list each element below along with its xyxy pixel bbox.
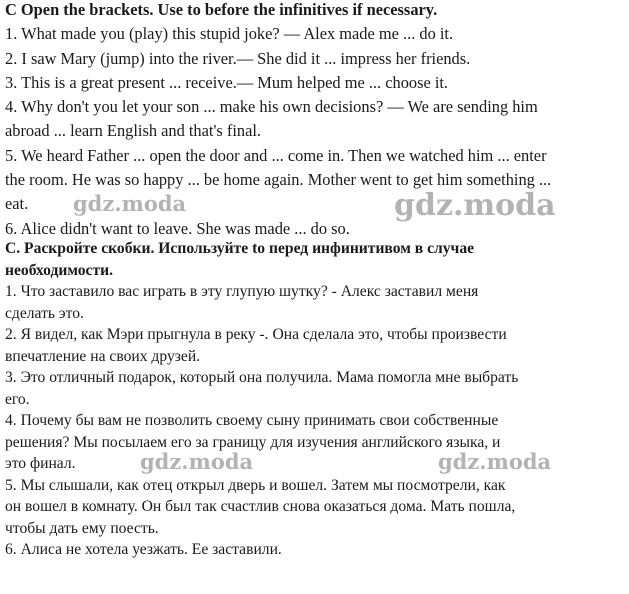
watermark: gdz.moda <box>73 191 187 216</box>
russian-line: он вошел в комнату. Он был так счастлив снова оказаться дома. Мать пошла, <box>5 498 516 515</box>
russian-translation <box>5 238 625 561</box>
russian-line: сделать это. <box>5 304 84 322</box>
russian-line: впечатление на своих друзей. <box>5 347 201 365</box>
watermark: gdz.moda <box>394 188 556 223</box>
english-line: 5. We heard Father ... open the door and ... come in. Then we watched him ... enter <box>5 145 547 165</box>
english-line: eat. <box>5 194 29 214</box>
english-line: 1. What made you (play) this stupid joke? — Alex made me ... do it. <box>5 24 454 44</box>
russian-line: это финал. <box>5 455 76 472</box>
watermark: gdz.moda <box>140 449 254 474</box>
russian-line: 4. Почему бы вам не позволить своему сыну принимать свои собственные <box>5 412 499 429</box>
english-line: 2. I saw Mary (jump) into the river.— She did it ... impress her friends. <box>5 48 471 68</box>
russian-heading: C. Раскройте скобки. Используйте to перед инфинитивом в случае <box>5 240 475 257</box>
russian-line: 1. Что заставило вас играть в эту глупую шутку? - Алекс заставил меня <box>5 283 479 300</box>
english-line: the room. He was so happy ... be home again. Mother went to get him something ... <box>5 170 552 190</box>
russian-line: 6. Алиса не хотела уезжать. Ее заставили. <box>5 541 282 558</box>
english-line: 3. This is a great present ... receive.— Mum helped me ... choose it. <box>5 72 449 92</box>
english-line: 4. Why don't you let your son ... make his own decisions? — We are sending him <box>5 97 538 117</box>
english-heading: C Open the brackets. Use to before the infinitives if necessary. <box>5 0 438 19</box>
russian-line: решения? Мы посылаем его за границу для изучения английского языка, и <box>5 433 501 451</box>
english-line: 6. Alice didn't want to leave. She was made ... do so. <box>5 218 350 238</box>
russian-line: 3. Это отличный подарок, который она получила. Мама помогла мне выбрать <box>5 369 519 386</box>
russian-line: 2. Я видел, как Мэри прыгнула в реку -. Она сделала это, чтобы произвести <box>5 326 507 343</box>
russian-heading: необходимости. <box>5 261 114 279</box>
watermark: gdz.moda <box>438 449 552 474</box>
english-line: abroad ... learn English and that's final. <box>5 121 262 141</box>
russian-line: 5. Мы слышали, как отец открыл дверь и вошел. Затем мы посмотрели, как <box>5 476 506 494</box>
russian-line: его. <box>5 390 30 408</box>
russian-line: чтобы дать ему поесть. <box>5 519 159 537</box>
